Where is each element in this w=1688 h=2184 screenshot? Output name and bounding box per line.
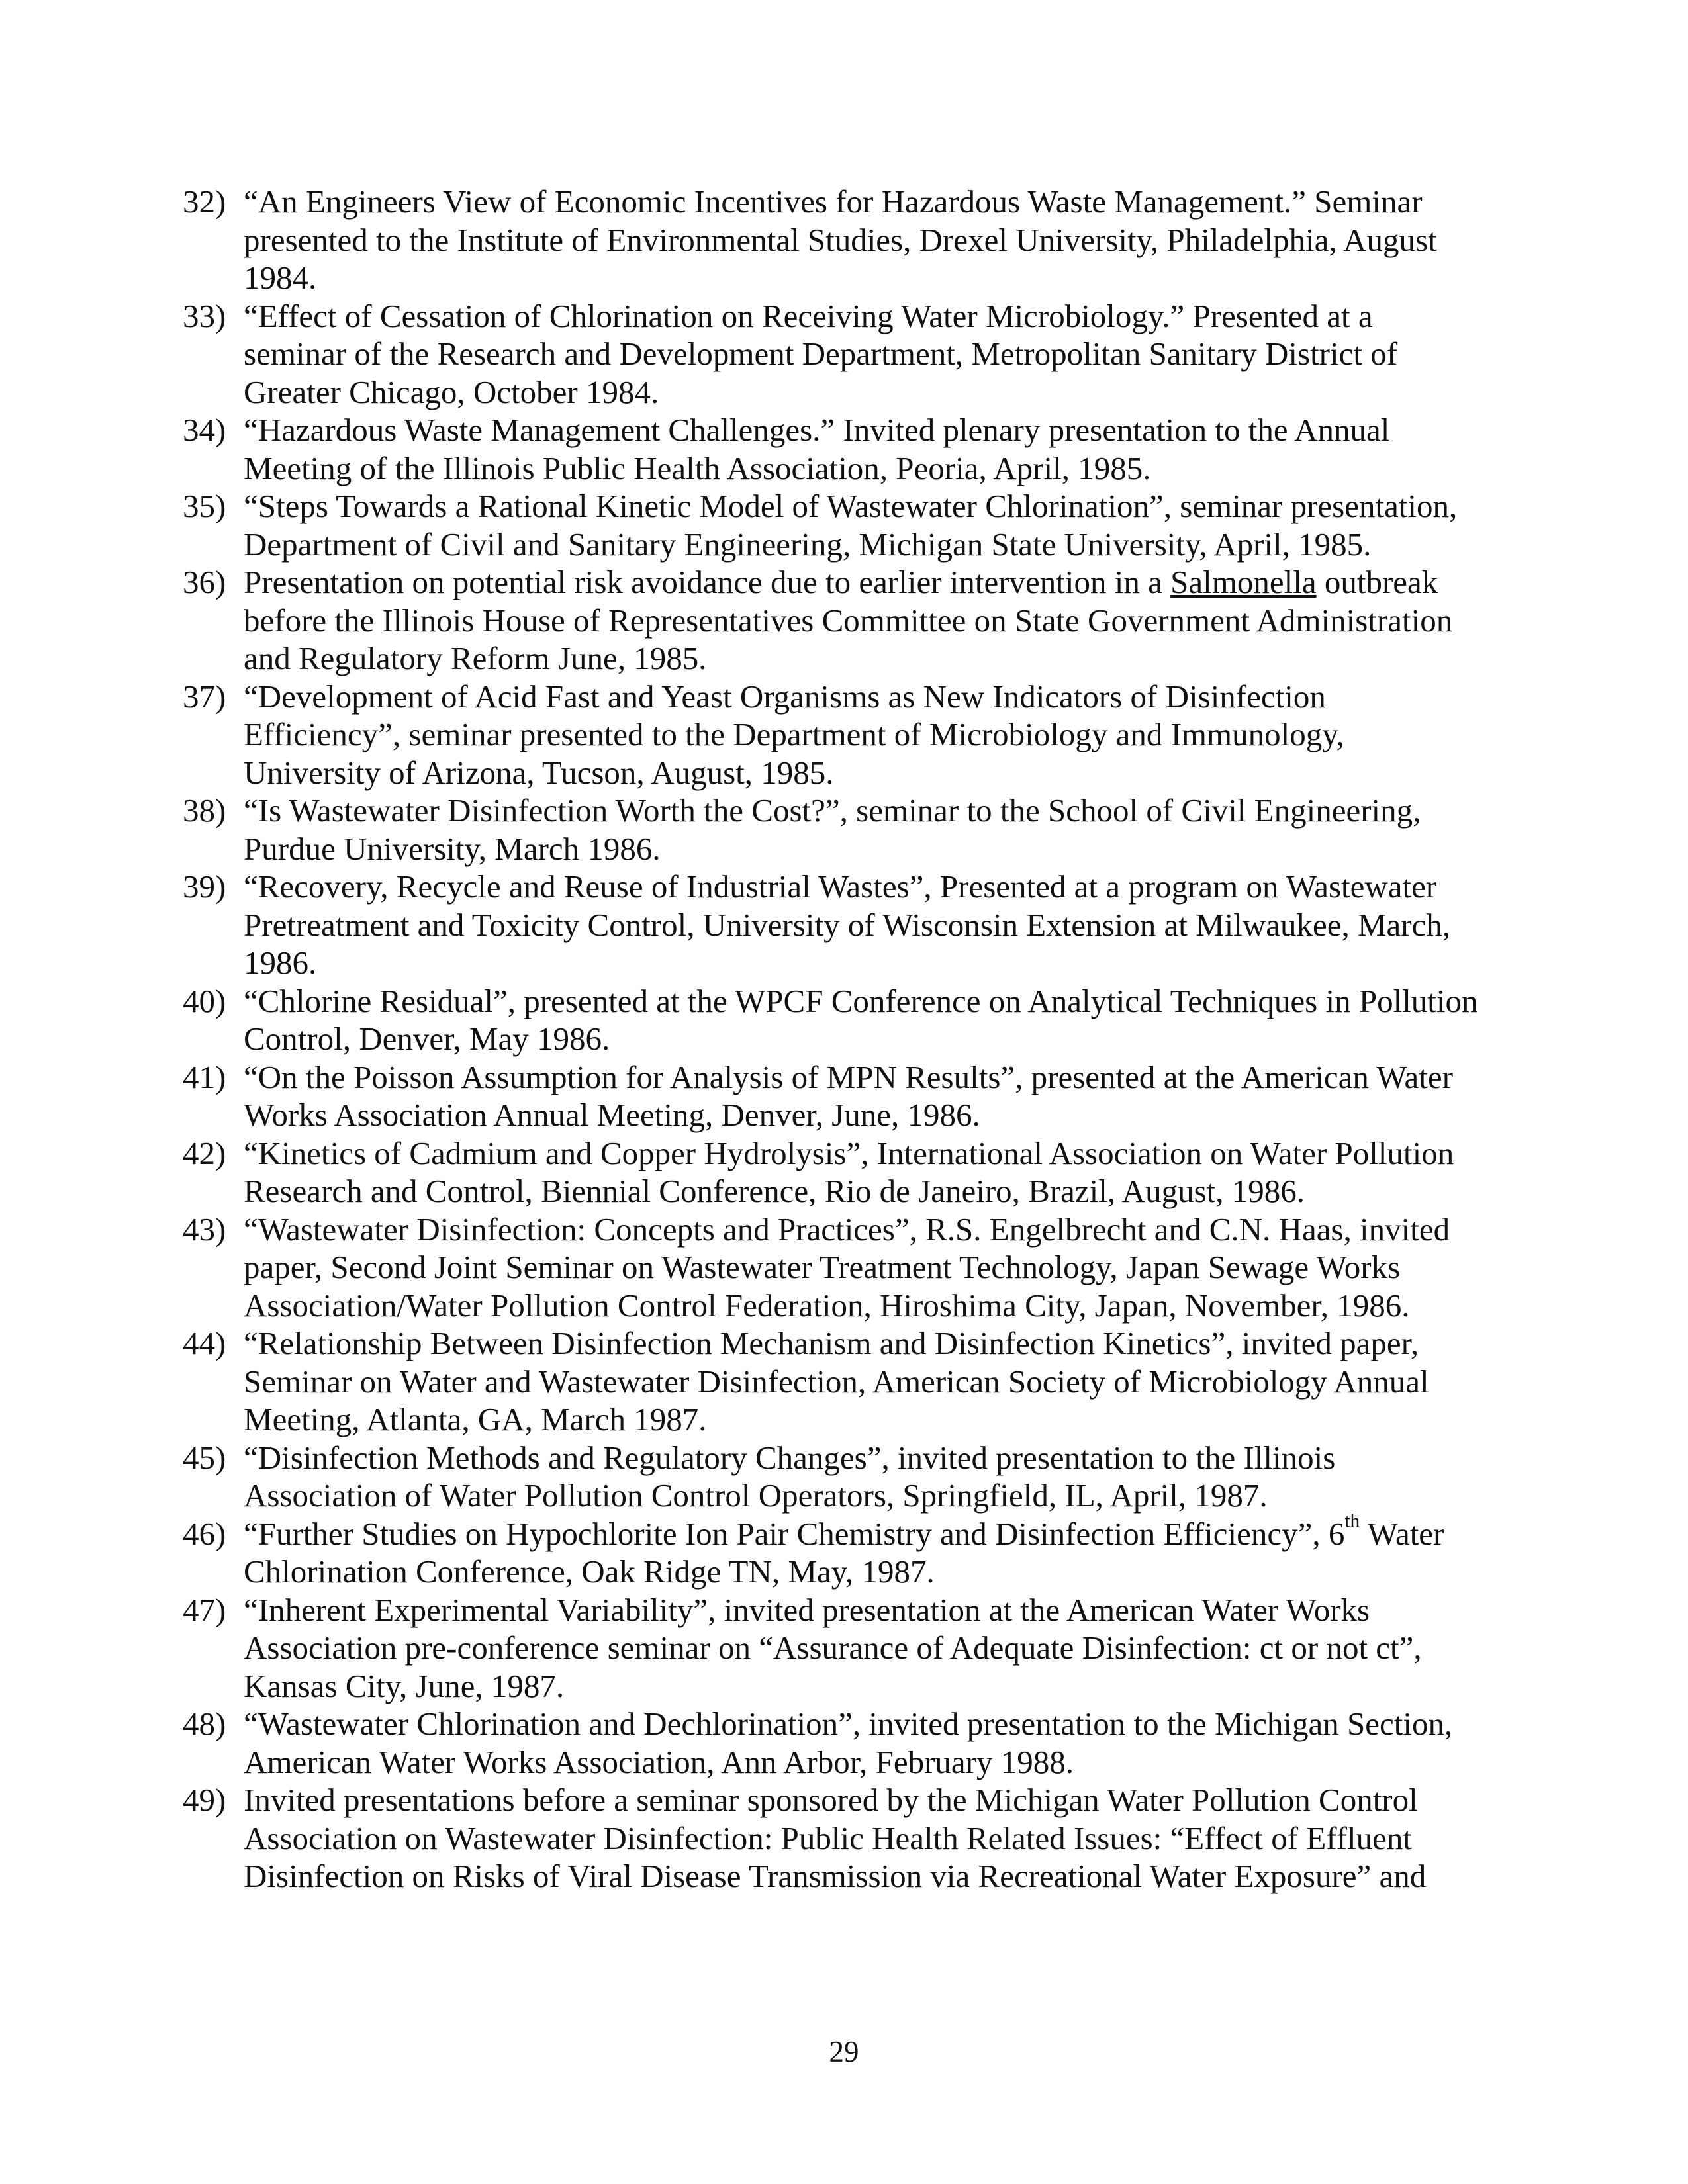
item-text: “Relationship Between Disinfection Mechanism and Disinfection Kinetics”, invited paper, Seminar on Water and Wastewater Disinfection, American Society of Microbiology Annual Meeting, Atlanta, GA, March 1987.: [244, 1325, 1429, 1437]
list-item: [183, 1058, 1480, 1134]
item-text: “Hazardous Waste Management Challenges.” Invited plenary presentation to the Annual Meeting of the Illinois Public Health Association, Peoria, April, 1985.: [244, 412, 1390, 486]
item-number: 39): [183, 868, 226, 905]
salmonella-underlined: Salmonella: [1170, 564, 1317, 600]
item-text: “Chlorine Residual”, presented at the WPCF Conference on Analytical Techniques in Pollution Control, Denver, May 1986.: [244, 982, 1478, 1057]
item-text: “Inherent Experimental Variability”, invited presentation at the American Water Works Association pre-conference seminar on “Assurance of Adequate Disinfection: ct or not ct”, Kansas City, June, 1987.: [244, 1591, 1422, 1704]
list-item: [183, 678, 1480, 792]
list-item: [183, 183, 1480, 297]
list-item: [183, 1134, 1480, 1210]
list-item: [183, 487, 1480, 563]
item-text: “Recovery, Recycle and Reuse of Industrial Wastes”, Presented at a program on Wastewater Pretreatment and Toxicity Control, University of Wisconsin Extension at Milwaukee, March, 1986.: [244, 868, 1451, 981]
item-text: Invited presentations before a seminar sponsored by the Michigan Water Pollution Control Association on Wastewater Disinfection: Public Health Related Issues: “Effect of Effluent Disinfection on Risks of Viral Disease Transmission via Recreational Water Exposure” and: [244, 1782, 1427, 1894]
list-item: [183, 1439, 1480, 1515]
list-item: [183, 1781, 1480, 1895]
item-number: 34): [183, 412, 226, 448]
item-text-pre: Presentation on potential risk avoidance due to earlier intervention in a: [244, 564, 1171, 600]
item-number: 49): [183, 1782, 226, 1818]
item-number: 44): [183, 1325, 226, 1361]
item-text: “On the Poisson Assumption for Analysis of MPN Results”, presented at the American Water Works Association Annual Meeting, Denver, June, 1986.: [244, 1058, 1453, 1133]
item-number: 37): [183, 678, 226, 715]
list-item: [183, 792, 1480, 868]
item-number: 46): [183, 1515, 226, 1552]
item-text-pre: “Further Studies on Hypochlorite Ion Pair Chemistry and Disinfection Efficiency”, 6: [244, 1515, 1345, 1552]
item-text: [244, 1510, 1480, 1591]
item-number: 32): [183, 183, 226, 220]
item-number: 40): [183, 982, 226, 1019]
list-item: [183, 982, 1480, 1058]
item-text: “Kinetics of Cadmium and Copper Hydrolysis”, International Association on Water Pollution Research and Control, Biennial Conference, Rio de Janeiro, Brazil, August, 1986.: [244, 1134, 1454, 1209]
item-text: “An Engineers View of Economic Incentives for Hazardous Waste Management.” Seminar presented to the Institute of Environmental Studies, Drexel University, Philadelphia, August 1984.: [244, 183, 1437, 296]
item-number: 36): [183, 564, 226, 600]
page-number: 29: [829, 2035, 859, 2068]
list-item: [183, 563, 1480, 678]
item-number: 42): [183, 1134, 226, 1171]
item-text: “Development of Acid Fast and Yeast Organisms as New Indicators of Disinfection Efficiency”, seminar presented to the Department of Microbiology and Immunology, University of Arizona, Tucson, August, 1985.: [244, 678, 1344, 791]
item-text: “Wastewater Chlorination and Dechlorination”, invited presentation to the Michigan Section, American Water Works Association, Ann Arbor, February 1988.: [244, 1706, 1453, 1780]
ordinal-superscript: th: [1344, 1510, 1360, 1532]
list-item: [183, 1591, 1480, 1706]
item-number: 45): [183, 1439, 226, 1476]
item-number: 35): [183, 488, 226, 524]
item-number: 38): [183, 792, 226, 829]
list-item: [183, 411, 1480, 487]
item-number: 41): [183, 1058, 226, 1095]
item-text: “Effect of Cessation of Chlorination on Receiving Water Microbiology.” Presented at a seminar of the Research and Development Department, Metropolitan Sanitary District of Greater Chicago, October 1984.: [244, 297, 1398, 410]
item-number: 33): [183, 297, 226, 334]
item-text: “Is Wastewater Disinfection Worth the Cost?”, seminar to the School of Civil Engineering, Purdue University, March 1986.: [244, 792, 1421, 867]
list-item: [183, 1324, 1480, 1439]
list-item: [183, 1510, 1480, 1591]
list-item: [183, 297, 1480, 412]
list-item: [183, 868, 1480, 982]
item-text-post: outbreak before the Illinois House of Representatives Committee on State Government Administration and Regulatory Reform June, 1985.: [244, 564, 1453, 676]
item-text: [244, 563, 1480, 678]
item-text: “Steps Towards a Rational Kinetic Model of Wastewater Chlorination”, seminar presentation, Department of Civil and Sanitary Engineering, Michigan State University, April, 1985.: [244, 488, 1458, 563]
item-number: 47): [183, 1591, 226, 1628]
list-item: [183, 1705, 1480, 1781]
item-text: “Wastewater Disinfection: Concepts and Practices”, R.S. Engelbrecht and C.N. Haas, invited paper, Second Joint Seminar on Wastewater Treatment Technology, Japan Sewage Works Association/Water Pollution Control Federation, Hiroshima City, Japan, November, 1986.: [244, 1210, 1450, 1324]
list-item: [183, 1210, 1480, 1325]
item-text: “Disinfection Methods and Regulatory Changes”, invited presentation to the Illinois Association of Water Pollution Control Operators, Springfield, IL, April, 1987.: [244, 1439, 1336, 1514]
item-number: 43): [183, 1210, 226, 1248]
item-number: 48): [183, 1706, 226, 1742]
item-text-post: Water Chlorination Conference, Oak Ridge TN, May, 1987.: [244, 1515, 1444, 1590]
presentations-list: [183, 183, 1480, 1895]
